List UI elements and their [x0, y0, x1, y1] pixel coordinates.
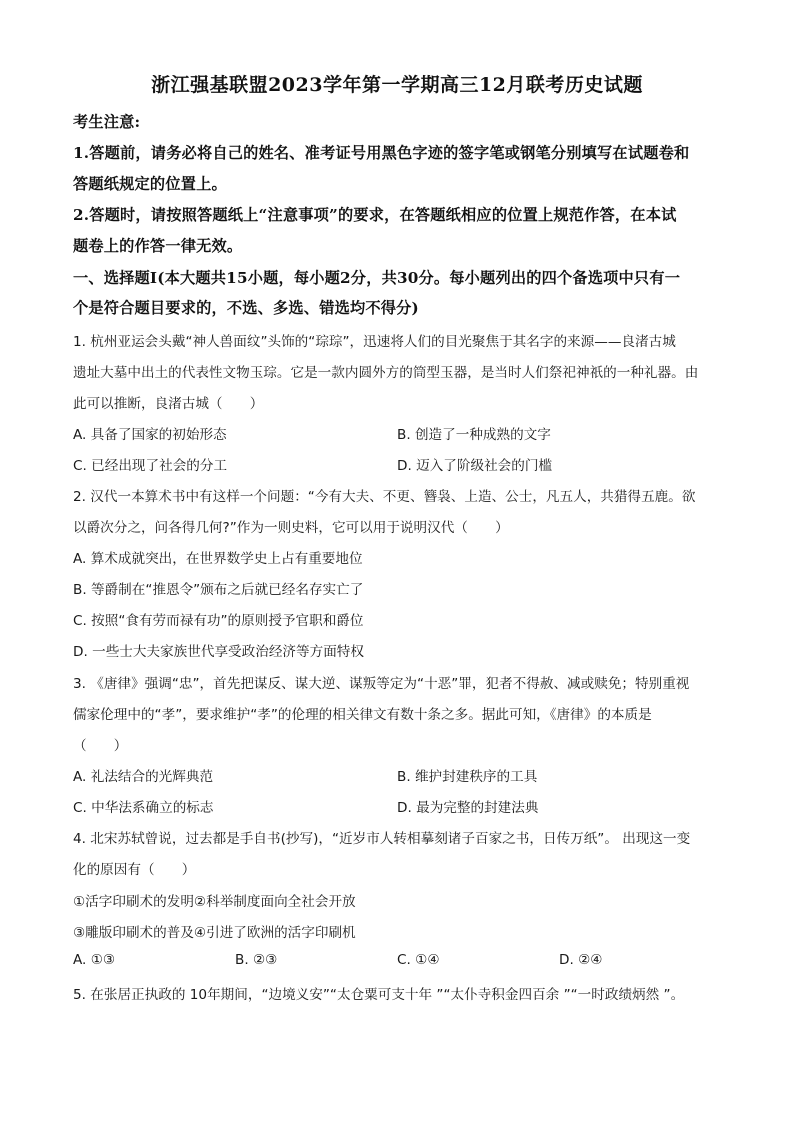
question-1-option-d: D. 迈入了阶级社会的门槛 [397, 458, 553, 474]
question-3-line-3: （ ） [73, 738, 128, 754]
question-4-option-b: B. ②③ [235, 952, 278, 968]
notice-item-1-line-1: 1.答题前，请务必将自己的姓名、准考证号用黑色字迹的签字笔或钢笔分别填写在试题卷和 [73, 144, 690, 162]
question-2-line-2: 以爵次分之，问各得几何?”作为一则史料，它可以用于说明汉代（ ） [73, 520, 509, 536]
question-4-option-a: A. ①③ [73, 952, 116, 968]
question-4-line-2: 化的原因有（ ） [73, 862, 196, 878]
section-heading-line-1: 一、选择题Ⅰ(本大题共15小题，每小题2分，共30分。每小题列出的四个备选项中只有一 [73, 269, 681, 287]
question-3-line-2: 儒家伦理中的“孝”，要求维护“孝”的伦理的相关律文有数十条之多。据此可知，《唐律》的本质是 [73, 707, 652, 723]
question-1-line-1: 1. 杭州亚运会头戴“神人兽面纹”头饰的“琮琮”，迅速将人们的目光聚焦于其名字的来源——良渚古城 [73, 334, 676, 350]
question-1-option-c: C. 已经出现了社会的分工 [73, 458, 228, 474]
notice-heading: 考生注意: [73, 113, 141, 131]
question-1-line-2: 遗址大墓中出土的代表性文物玉琮。它是一款内圆外方的筒型玉器，是当时人们祭祀神祇的一种礼器。由 [73, 365, 699, 381]
notice-item-2-line-1: 2.答题时，请按照答题纸上“注意事项”的要求，在答题纸相应的位置上规范作答，在本试 [73, 206, 677, 224]
section-heading-line-2: 个是符合题目要求的，不选、多选、错选均不得分) [73, 299, 419, 317]
question-2-option-d: D. 一些士大夫家族世代享受政治经济等方面特权 [73, 644, 364, 660]
question-3-option-d: D. 最为完整的封建法典 [397, 800, 539, 816]
question-2-option-c: C. 按照“食有劳而禄有功”的原则授予官职和爵位 [73, 613, 364, 629]
question-4-line-3: ①活字印刷术的发明②科举制度面向全社会开放 [73, 894, 356, 910]
question-4-option-d: D. ②④ [559, 952, 603, 968]
question-1-option-a: A. 具备了国家的初始形态 [73, 427, 227, 443]
question-4-line-1: 4. 北宋苏轼曾说，过去都是手自书(抄写)，“近岁市人转相摹刻诸子百家之书，日传万纸”。 出现这一变 [73, 831, 691, 847]
question-1-option-b: B. 创造了一种成熟的文字 [397, 427, 551, 443]
question-2-option-b: B. 等爵制在“推恩令”颁布之后就已经名存实亡了 [73, 582, 364, 598]
question-2-option-a: A. 算术成就突出，在世界数学史上占有重要地位 [73, 551, 363, 567]
question-1-line-3: 此可以推断，良渚古城（ ） [73, 396, 264, 412]
question-2-line-1: 2. 汉代一本算术书中有这样一个问题：“今有大夫、不更、簪袅、上造、公士，凡五人，共猎得五鹿。欲 [73, 489, 696, 505]
question-3-option-b: B. 维护封建秩序的工具 [397, 769, 538, 785]
notice-item-2-line-2: 题卷上的作答一律无效。 [73, 237, 243, 255]
question-3-option-a: A. 礼法结合的光辉典范 [73, 769, 214, 785]
notice-item-1-line-2: 答题纸规定的位置上。 [73, 175, 227, 193]
page-title: 浙江强基联盟2023学年第一学期高三12月联考历史试题 [151, 74, 643, 96]
question-4-line-4: ③雕版印刷术的普及④引进了欧洲的活字印刷机 [73, 925, 356, 941]
question-4-option-c: C. ①④ [397, 952, 440, 968]
question-3-line-1: 3. 《唐律》强调“忠”，首先把谋反、谋大逆、谋叛等定为“十恶”罪，犯者不得赦、减或赎免；特别重视 [73, 676, 690, 692]
question-5-line-1: 5. 在张居正执政的 10年期间，“边境义安”“太仓粟可支十年 ”“太仆寺积金四百余 ”“一时政绩炳然 ”。 [73, 987, 685, 1003]
question-3-option-c: C. 中华法系确立的标志 [73, 800, 214, 816]
